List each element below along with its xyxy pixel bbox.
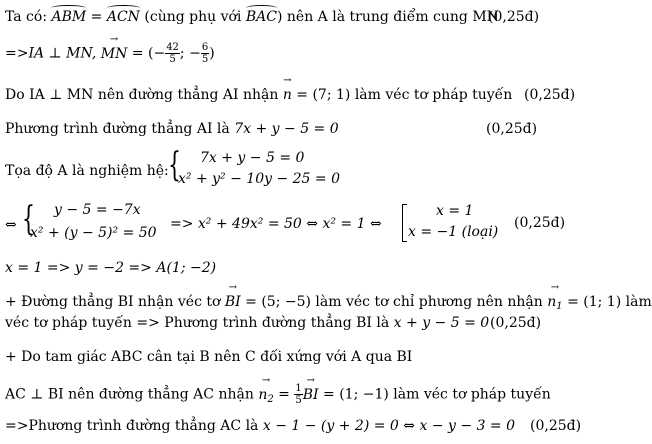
denominator: 5 <box>169 54 176 65</box>
text: ⇔ <box>5 217 17 233</box>
system-row-1: 7x + y − 5 = 0 <box>200 150 305 166</box>
text: Do IA ⊥ MN nên đường thẳng AI nhận <box>5 87 283 103</box>
vector-n1 <box>547 293 562 316</box>
text: ) <box>209 45 215 62</box>
case-2: x = −1 (loại) <box>408 224 499 240</box>
line-equivalence <box>5 216 17 234</box>
denominator: 5 <box>295 395 302 406</box>
arc-abm: ABM <box>51 9 87 25</box>
brace-icon: { <box>168 145 181 185</box>
numerator: 6 <box>201 42 209 53</box>
line-perpendicular <box>5 42 215 65</box>
text: =>Phương trình đường thẳng AC là <box>5 418 263 434</box>
line-normal-vector-ac <box>5 383 551 409</box>
math-text: IA ⊥ MN, <box>28 45 101 62</box>
text: = <box>86 9 107 25</box>
subscript: 2 <box>267 393 274 405</box>
line-equation-ai <box>5 120 339 138</box>
line-direction-bi <box>5 293 652 316</box>
system-row-1: y − 5 = −7x <box>54 202 141 218</box>
equation: 7x + y − 5 = 0 <box>234 121 339 137</box>
fraction <box>294 383 302 406</box>
text: = (7; 1) làm véc tơ pháp tuyến <box>291 87 513 103</box>
line-arc-equality <box>5 8 499 26</box>
vector-letter: n <box>547 294 557 310</box>
score-label: (0,25đ) <box>488 9 540 25</box>
angle-bac: BAC <box>245 9 277 25</box>
text: = (− <box>127 45 166 62</box>
score-label: (0,25đ) <box>524 87 576 103</box>
bracket-icon <box>402 204 407 242</box>
text: AC ⊥ BI nên đường thẳng AC nhận <box>5 386 259 403</box>
vector-n: → n <box>283 86 292 104</box>
text: (cùng phụ với <box>139 9 246 25</box>
text: = <box>273 386 295 403</box>
text: => <box>5 45 29 62</box>
subscript: 1 <box>556 301 563 312</box>
denominator: 5 <box>201 54 209 65</box>
equation: x − 1 − (y + 2) = 0 ⇔ x − y − 3 = 0 <box>262 418 515 434</box>
brace-icon: { <box>22 199 35 239</box>
text: + Đường thẳng BI nhận véc tơ <box>5 294 225 310</box>
derivation: => x² + 49x² = 50 ⇔ x² = 1 ⇔ <box>170 216 382 232</box>
text: Tọa độ A là nghiệm hệ: <box>5 163 169 179</box>
vector-n2 <box>258 386 273 409</box>
numerator: 1 <box>295 383 302 394</box>
score-label: (0,25đ) <box>514 215 566 231</box>
fraction <box>165 42 180 65</box>
vector-letter: n <box>258 386 268 403</box>
text: ) nên A là trung điểm cung MN <box>276 9 499 25</box>
text: = (1; 1) làm <box>562 294 652 310</box>
text: = (5; −5) làm véc tơ chỉ phương nên nhận <box>240 294 548 310</box>
text: ; − <box>179 45 201 62</box>
arc-acn: ACN <box>106 9 140 25</box>
score-label: (0,25đ) <box>490 315 542 331</box>
numerator: 42 <box>166 42 179 53</box>
line-equation-ac <box>5 417 515 435</box>
line-point-a: x = 1 => y = −2 => A(1; −2) <box>5 260 217 276</box>
score-label: (0,25đ) <box>530 418 582 434</box>
system-row-2: x² + (y − 5)² = 50 <box>30 225 157 241</box>
text: véc tơ pháp tuyến => Phương trình đường thẳng BI là <box>5 315 394 331</box>
vector-mn: → MN <box>101 45 128 63</box>
text: Ta có: <box>5 9 52 25</box>
equation: x + y − 5 = 0 <box>393 315 490 331</box>
fraction <box>201 42 209 65</box>
score-label: (0,25đ) <box>486 121 538 137</box>
vector-bi: → BI <box>303 386 319 404</box>
vector-bi: → BI <box>225 293 241 311</box>
line-equation-bi <box>5 314 489 332</box>
case-1: x = 1 <box>436 203 474 219</box>
line-symmetry: + Do tam giác ABC cân tại B nên C đối xứng với A qua BI <box>5 349 413 365</box>
line-system-label <box>5 162 169 180</box>
line-normal-vector-ai <box>5 86 512 104</box>
system-row-2: x² + y² − 10y − 25 = 0 <box>178 171 340 187</box>
text: Phương trình đường thẳng AI là <box>5 121 235 137</box>
text: = (1; −1) làm véc tơ pháp tuyến <box>318 386 551 403</box>
